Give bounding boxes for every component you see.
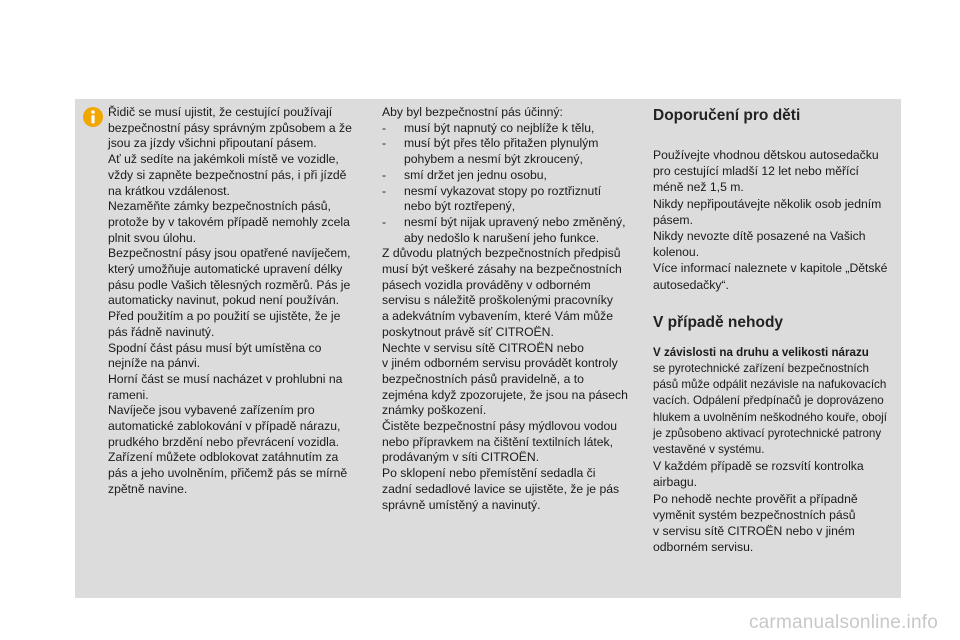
list-item-text: musí být napnutý co nejblíže k tělu, (404, 120, 595, 135)
text-line: Řidič se musí ujistit, že cestující používají (108, 105, 333, 119)
text-line: Čistěte bezpečnostní pásy mýdlovou vodou (382, 419, 618, 434)
list-item-text: nesmí být nijak upravený nebo změněný, (404, 214, 626, 229)
text-line: zadní sedadlové lavice se ujistěte, že je pás (382, 481, 620, 496)
text-line: pásu podle Vašich tělesných rozměrů. Pás je (108, 277, 351, 292)
text-line: zejména když zpozorujete, že jsou na pásech (382, 387, 628, 402)
text-line: odborném servisu. (653, 540, 754, 555)
text-line: Nezaměňte zámky bezpečnostních pásů, (108, 199, 331, 214)
list-item-continuation: nebo být roztřepený, (404, 199, 516, 214)
list-dash: - (382, 120, 387, 135)
text-line: jsou za jízdy všichni připoutaní pásem. (108, 136, 317, 151)
text-line: vždy si zapněte bezpečnostní pás, i při jízdě (108, 167, 347, 182)
recommendations-column (653, 99, 898, 555)
text-line: servisu s náležitě proškolenými pracovníky (382, 293, 613, 308)
text-line: Používejte vhodnou dětskou autosedačku (653, 148, 879, 162)
text-line: Navíječe jsou vybavené zařízením pro (108, 403, 315, 418)
text-line: pás a jeho uvolněním, přičemž pás se mírně (108, 466, 348, 481)
text-line: Z důvodu platných bezpečnostních předpisů (382, 246, 621, 261)
text-line: pásů může odpálit nezávisle na nafukovacích (653, 378, 887, 392)
text-line: Nikdy nepřipoutávejte několik osob jedním (653, 196, 882, 211)
text-line: v servisu sítě CITROËN nebo v jiném (653, 524, 855, 539)
text-line: protože by v takovém případě nemohly zcela (108, 214, 350, 229)
text-line: Více informací naleznete v kapitole „Dětské (653, 261, 888, 276)
text-line: autosedačky“. (653, 277, 729, 292)
text-line: prudkého brzdění nebo převrácení vozidla. (108, 434, 340, 449)
text-line: Nechte v servisu sítě CITROËN nebo (382, 340, 584, 355)
text-line: Po nehodě nechte prověřit a případně (653, 491, 858, 506)
text-line: v jiném odborném servisu provádět kontroly (382, 356, 618, 371)
content-panel (75, 99, 901, 598)
text-line: airbagu. (653, 475, 698, 490)
after-accident-paragraph (653, 458, 898, 555)
text-line: nebo přípravkem na čištění textilních látek, (382, 434, 614, 449)
list-dash: - (382, 183, 387, 198)
text-line: pás řádně navinutý. (108, 324, 215, 339)
text-line: pro cestující mladší 12 let nebo měřící (653, 164, 859, 179)
text-line: Horní část se musí nacházet v prohlubni na (108, 371, 343, 386)
text-line: bezpečnostních pásů pravidelně, a to (382, 371, 584, 386)
seatbelt-effectiveness-column (382, 105, 644, 513)
accident-lead-text: V závislosti na druhu a velikosti nárazu (653, 345, 869, 359)
list-item (382, 121, 644, 137)
text-line: správně umístěný a navinutý. (382, 497, 541, 512)
text-line: pásech vozidla prováděny v odborném (382, 277, 591, 292)
text-line: musí být veškeré zásahy na bezpečnostních (382, 262, 622, 277)
service-paragraph (382, 246, 644, 513)
text-line: hlukem a uvolněním neškodného kouře, obojí (653, 410, 887, 424)
text-line: Zařízení můžete odblokovat zatáhnutím za (108, 450, 339, 465)
requirements-list (382, 121, 644, 247)
text-line: na krátkou vzdálenost. (108, 183, 230, 198)
text-line: Ať už sedíte na jakémkoli místě ve vozidle, (108, 152, 339, 167)
list-dash: - (382, 136, 387, 151)
text-line: vestavěné v systému. (653, 443, 765, 457)
pyrotechnic-paragraph (653, 361, 898, 458)
list-dash: - (382, 214, 387, 229)
text-line: Bezpečnostní pásy jsou opatřené navíječem, (108, 246, 351, 261)
text-line: vacích. Odpálení předpínačů je doprovázeno (653, 394, 884, 408)
text-line: pásem. (653, 212, 693, 227)
text-line: Spodní část pásu musí být umístěna co (108, 340, 322, 355)
text-line: Po sklopení nebo přemístění sedadla či (382, 466, 596, 481)
list-item-continuation: pohybem a nesmí být zkroucený, (404, 152, 583, 167)
text-line: plnit svou úlohu. (108, 230, 197, 245)
seatbelt-usage-column (108, 105, 366, 498)
list-item (382, 168, 644, 184)
watermark: carmanualsonline.info (748, 612, 938, 633)
text-line: kolenou. (653, 245, 700, 260)
text-line: nejníže na pánvi. (108, 356, 201, 371)
list-item-continuation: aby nedošlo k narušení jeho funkce. (404, 230, 600, 245)
list-item (382, 184, 644, 200)
text-line: V každém případě se rozsvítí kontrolka (653, 459, 864, 474)
text-line: je způsobeno aktivací pyrotechnické patrony (653, 426, 882, 440)
intro-text: Aby byl bezpečnostní pás účinný: (382, 105, 563, 119)
text-line: Nikdy nevozte dítě posazené na Vašich (653, 229, 866, 244)
text-line: méně než 1,5 m. (653, 180, 744, 195)
text-line: se pyrotechnické zařízení bezpečnostních (653, 362, 869, 376)
info-icon (83, 107, 103, 127)
text-line: prodávaným v síti CITROËN. (382, 450, 540, 465)
list-item (382, 136, 644, 152)
list-item-text: musí být přes tělo přitažen plynulým (404, 136, 599, 151)
text-line: vyměnit systém bezpečnostních pásů (653, 507, 856, 522)
children-heading: Doporučení pro děti (653, 107, 801, 124)
children-paragraph (653, 147, 898, 293)
text-line: známky poškození. (382, 403, 487, 418)
text-line: bezpečnostní pásy správným způsobem a že (108, 120, 352, 135)
list-item-text: nesmí vykazovat stopy po roztřiznutí (404, 183, 602, 198)
text-line: poskytnout právě síť CITROËN. (382, 324, 554, 339)
text-line: zpětně navine. (108, 481, 188, 496)
list-dash: - (382, 167, 387, 182)
text-line: Před použitím a po použití se ujistěte, že je (108, 309, 341, 324)
text-line: a adekvátním vybavením, které Vám může (382, 309, 613, 324)
list-item (382, 215, 644, 231)
list-item-text: smí držet jen jednu osobu, (404, 167, 547, 182)
text-line: který umožňuje automatické upravení délky (108, 262, 343, 277)
accident-heading: V případě nehody (653, 313, 784, 331)
text-line: automaticky navinut, pokud není používán. (108, 293, 340, 308)
text-line: rameni. (108, 387, 149, 402)
text-line: automatické zablokování v případě nárazu, (108, 419, 341, 434)
